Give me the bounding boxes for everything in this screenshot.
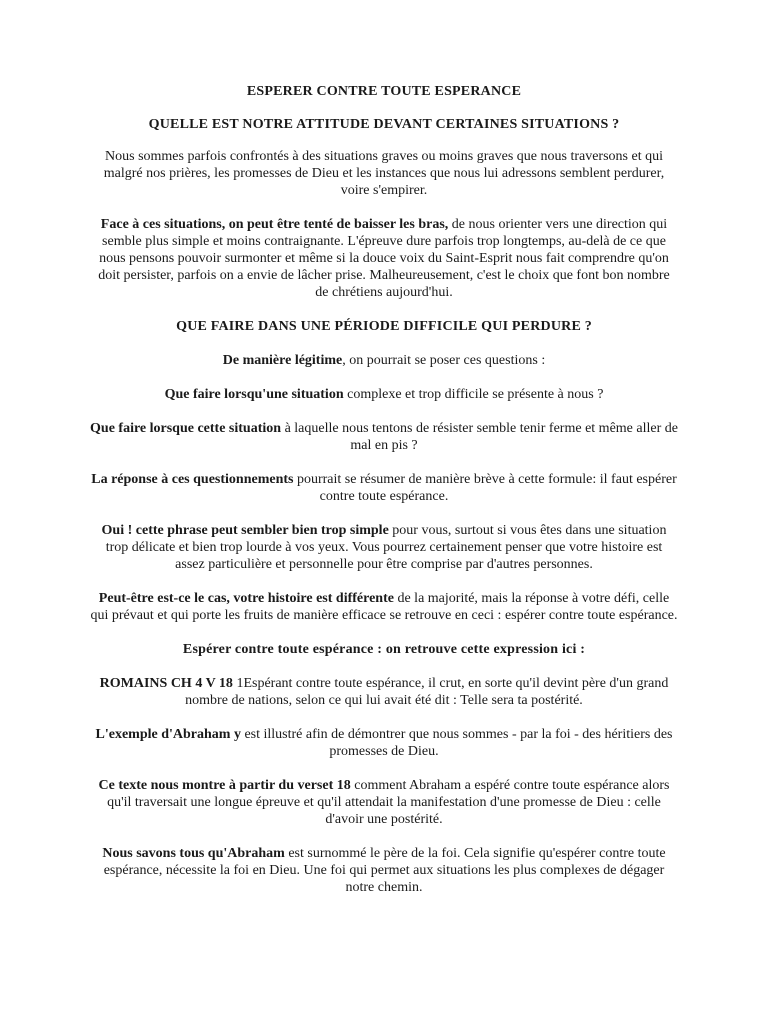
paragraph-8-bold: Peut-être est-ce le cas, votre histoire est différente [98, 591, 394, 606]
paragraph-9 [90, 675, 678, 709]
paragraph-6-text: pourrait se résumer de manière brève à cette formule: il faut espérer contre toute espérance. [293, 472, 677, 504]
paragraph-9-bold: ROMAINS CH 4 V 18 [99, 676, 233, 691]
paragraph-11-bold: Ce texte nous montre à partir du verset 18 [98, 778, 351, 793]
paragraph-8-text: de la majorité, mais la réponse à votre défi, celle qui prévaut et qui porte les fruits de manière efficace se retrouve en ceci : espérer contre toute espérance. [90, 591, 678, 623]
paragraph-1: Nous sommes parfois confrontés à des situations graves ou moins graves que nous traversons et qui malgré nos prières, les promesses de Dieu et les instances que nous lui adressons semblent perdurer, voire s'empirer. [103, 149, 665, 198]
paragraph-2-text: de nous orienter vers une direction qui semble plus simple et moins contraignante. L'épreuve dure parfois trop longtemps, au-delà de ce que nous pensons pouvoir surmonter et même si la douce voix du Saint-Esprit nous fait comprendre qu'on doit persister, parfois on a envie de lâcher prise. Malheureusement, c'est le choix que font bon nombre de chrétiens aujourd'hui. [98, 217, 670, 300]
document-subtitle: QUELLE EST NOTRE ATTITUDE DEVANT CERTAINES SITUATIONS ? [148, 117, 620, 132]
paragraph-11-text: comment Abraham a espéré contre toute espérance alors qu'il traversait une longue épreuve et qu'il attendait la manifestation d'une promesse de Dieu : celle d'avoir une postérité. [107, 778, 670, 827]
paragraph-4-text: complexe et trop difficile se présente à nous ? [343, 387, 604, 402]
section-heading-2: QUE FAIRE DANS UNE PÉRIODE DIFFICILE QUI PERDURE ? [176, 319, 592, 334]
paragraph-7-text: pour vous, surtout si vous êtes dans une situation trop délicate et bien trop lourde à vos yeux. Vous pourrez certainement penser que votre histoire est assez particulière et personnelle pour être comprise par d'autres personnes. [105, 523, 667, 572]
document-page [90, 82, 678, 913]
paragraph-5 [90, 420, 678, 454]
paragraph-4 [90, 386, 678, 403]
paragraph-10 [90, 726, 678, 760]
paragraph-3-bold: De manière légitime [222, 353, 343, 368]
paragraph-7-bold: Oui ! cette phrase peut sembler bien trop simple [101, 523, 389, 538]
section-heading-3: Espérer contre toute espérance : on retrouve cette expression ici : [182, 642, 586, 657]
paragraph-3 [90, 352, 678, 369]
document-title: ESPERER CONTRE TOUTE ESPERANCE [246, 84, 522, 99]
paragraph-5-text: à laquelle nous tentons de résister semble tenir ferme et même aller de mal en pis ? [281, 421, 678, 453]
paragraph-7 [90, 522, 678, 573]
paragraph-12 [90, 845, 678, 896]
paragraph-5-bold: Que faire lorsque cette situation [90, 421, 282, 436]
paragraph-12-bold: Nous savons tous qu'Abraham [102, 846, 285, 861]
paragraph-10-text: est illustré afin de démontrer que nous sommes - par la foi - des héritiers des promesses de Dieu. [240, 727, 673, 759]
paragraph-6 [90, 471, 678, 505]
paragraph-8 [90, 590, 678, 624]
paragraph-9-text: 1Espérant contre toute espérance, il crut, en sorte qu'il devint père d'un grand nombre de nations, selon ce qui lui avait été dit : Telle sera ta postérité. [185, 676, 669, 708]
paragraph-11 [90, 777, 678, 828]
paragraph-3-text: , on pourrait se poser ces questions : [342, 353, 546, 368]
paragraph-12-text: est surnommé le père de la foi. Cela signifie qu'espérer contre toute espérance, nécessite la foi en Dieu. Une foi qui permet aux situations les plus complexes de dégager notre chemin. [103, 846, 666, 895]
paragraph-10-bold: L'exemple d'Abraham y [95, 727, 241, 742]
paragraph-2-bold: Face à ces situations, on peut être tenté de baisser les bras, [100, 217, 449, 232]
paragraph-4-bold: Que faire lorsqu'une situation [164, 387, 344, 402]
paragraph-2 [90, 216, 678, 301]
paragraph-6-bold: La réponse à ces questionnements [91, 472, 294, 487]
